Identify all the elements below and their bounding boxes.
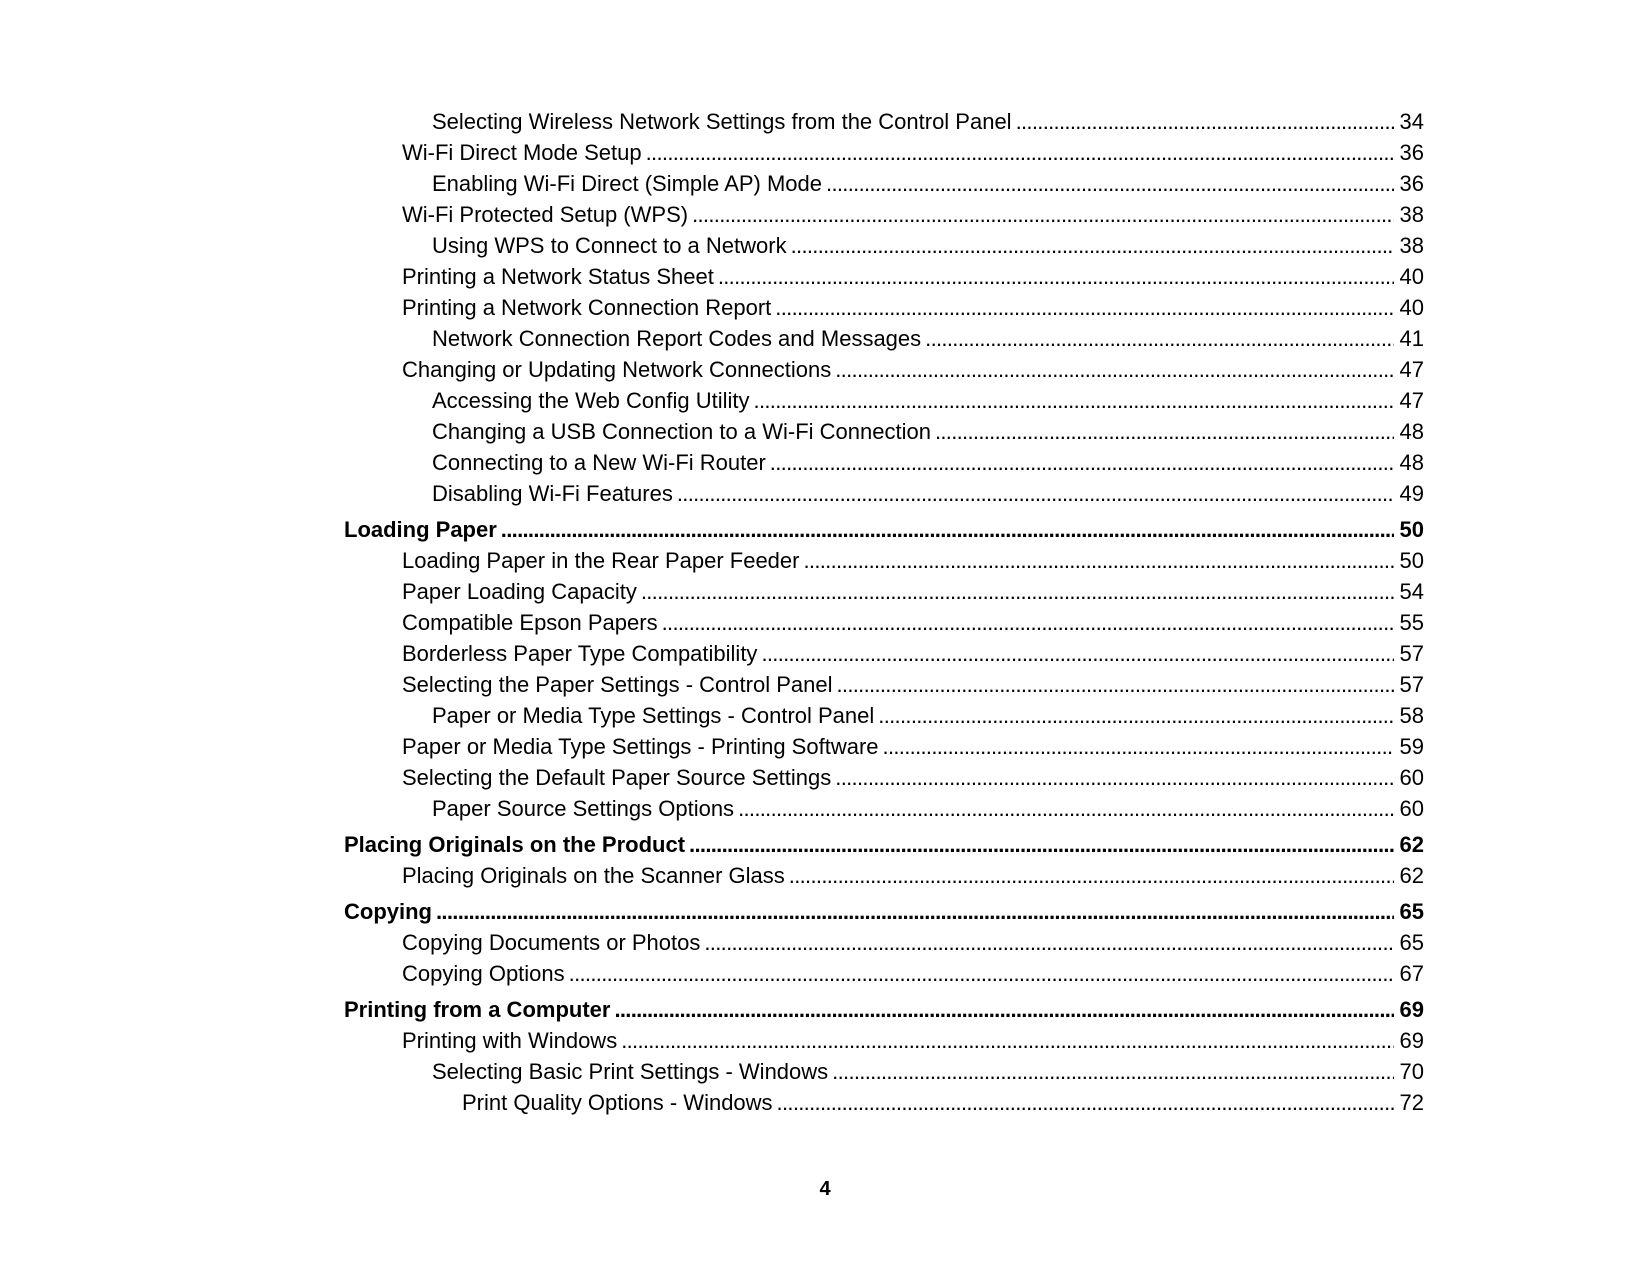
toc-entry-page: 67 <box>1399 961 1424 986</box>
dot-leader <box>770 447 1394 478</box>
toc-entry-page: 72 <box>1399 1090 1424 1115</box>
dot-leader <box>803 545 1393 576</box>
toc-entry-title: Print Quality Options - Windows <box>462 1090 773 1115</box>
toc-entry-page: 57 <box>1399 672 1424 697</box>
toc-entry[interactable] <box>344 576 1424 607</box>
toc-entry-page: 65 <box>1399 930 1424 955</box>
toc-entry-title: Placing Originals on the Scanner Glass <box>402 863 785 888</box>
dot-leader <box>835 762 1393 793</box>
toc-entry-page: 59 <box>1399 734 1424 759</box>
toc-entry[interactable] <box>344 731 1424 762</box>
toc-entry-page: 60 <box>1399 765 1424 790</box>
toc-entry-page: 40 <box>1399 264 1424 289</box>
toc-entry-page: 36 <box>1399 140 1424 165</box>
toc-chapter-entry[interactable] <box>344 896 1424 927</box>
toc-entry-title: Copying <box>344 899 432 924</box>
table-of-contents <box>344 106 1424 1118</box>
dot-leader <box>569 958 1394 989</box>
toc-entry-page: 69 <box>1399 1028 1424 1053</box>
toc-entry-page: 62 <box>1399 832 1424 857</box>
dot-leader <box>646 137 1394 168</box>
dot-leader <box>614 994 1393 1025</box>
toc-entry-page: 58 <box>1399 703 1424 728</box>
toc-entry-title: Changing or Updating Network Connections <box>402 357 832 382</box>
toc-entry-title: Printing with Windows <box>402 1028 618 1053</box>
dot-leader <box>738 793 1393 824</box>
toc-entry-title: Changing a USB Connection to a Wi-Fi Connection <box>432 419 931 444</box>
toc-entry-title: Selecting Wireless Network Settings from the Control Panel <box>432 109 1012 134</box>
toc-entry-title: Paper Source Settings Options <box>432 796 735 821</box>
toc-chapter-entry[interactable] <box>344 994 1424 1025</box>
toc-entry[interactable] <box>344 137 1424 168</box>
toc-entry-page: 55 <box>1399 610 1424 635</box>
dot-leader <box>718 261 1394 292</box>
toc-entry-title: Printing from a Computer <box>344 997 611 1022</box>
toc-entry[interactable] <box>344 607 1424 638</box>
toc-entry[interactable] <box>344 1025 1424 1056</box>
dot-leader <box>789 860 1394 891</box>
dot-leader <box>775 292 1393 323</box>
toc-entry[interactable] <box>344 860 1424 891</box>
toc-entry[interactable] <box>344 292 1424 323</box>
toc-entry-page: 36 <box>1399 171 1424 196</box>
dot-leader <box>692 199 1393 230</box>
toc-entry-page: 38 <box>1399 202 1424 227</box>
toc-entry-title: Paper Loading Capacity <box>402 579 637 604</box>
toc-chapter-entry[interactable] <box>344 829 1424 860</box>
dot-leader <box>704 927 1393 958</box>
page-number: 4 <box>819 1178 831 1200</box>
toc-entry-page: 38 <box>1399 233 1424 258</box>
toc-entry[interactable] <box>344 168 1424 199</box>
toc-entry-page: 48 <box>1399 419 1424 444</box>
dot-leader <box>621 1025 1393 1056</box>
dot-leader <box>791 230 1394 261</box>
toc-entry-page: 48 <box>1399 450 1424 475</box>
toc-entry[interactable] <box>344 700 1424 731</box>
toc-entry[interactable] <box>344 669 1424 700</box>
dot-leader <box>836 669 1393 700</box>
toc-entry-title: Copying Documents or Photos <box>402 930 701 955</box>
toc-entry[interactable] <box>344 323 1424 354</box>
toc-entry-title: Selecting the Default Paper Source Settings <box>402 765 832 790</box>
toc-entry[interactable] <box>344 199 1424 230</box>
dot-leader <box>754 385 1394 416</box>
toc-entry-page: 40 <box>1399 295 1424 320</box>
toc-entry-title: Wi-Fi Protected Setup (WPS) <box>402 202 689 227</box>
toc-entry-title: Placing Originals on the Product <box>344 832 686 857</box>
toc-entry-title: Paper or Media Type Settings - Printing Software <box>402 734 879 759</box>
dot-leader <box>677 478 1394 509</box>
toc-entry-title: Selecting the Paper Settings - Control Panel <box>402 672 833 697</box>
toc-entry-page: 41 <box>1399 326 1424 351</box>
dot-leader <box>935 416 1394 447</box>
dot-leader <box>835 354 1393 385</box>
dot-leader <box>1016 106 1394 137</box>
dot-leader <box>501 514 1394 545</box>
toc-chapter-entry[interactable] <box>344 514 1424 545</box>
toc-entry-page: 60 <box>1399 796 1424 821</box>
dot-leader <box>436 896 1394 927</box>
toc-entry-page: 57 <box>1399 641 1424 666</box>
toc-entry[interactable] <box>344 261 1424 292</box>
toc-entry-page: 65 <box>1399 899 1424 924</box>
toc-entry-title: Copying Options <box>402 961 565 986</box>
toc-entry-title: Selecting Basic Print Settings - Windows <box>432 1059 829 1084</box>
toc-entry[interactable] <box>344 793 1424 824</box>
toc-entry-page: 47 <box>1399 388 1424 413</box>
dot-leader <box>689 829 1393 860</box>
toc-entry[interactable] <box>344 478 1424 509</box>
toc-entry-page: 50 <box>1399 517 1424 542</box>
toc-entry-page: 62 <box>1399 863 1424 888</box>
toc-entry[interactable] <box>344 447 1424 478</box>
toc-entry[interactable] <box>344 385 1424 416</box>
toc-entry-title: Paper or Media Type Settings - Control Panel <box>432 703 875 728</box>
toc-entry-title: Disabling Wi-Fi Features <box>432 481 673 506</box>
toc-entry-title: Loading Paper <box>344 517 497 542</box>
toc-entry-page: 34 <box>1399 109 1424 134</box>
toc-entry-page: 54 <box>1399 579 1424 604</box>
toc-entry[interactable] <box>344 416 1424 447</box>
toc-entry[interactable] <box>344 545 1424 576</box>
dot-leader <box>878 700 1393 731</box>
dot-leader <box>826 168 1394 199</box>
dot-leader <box>662 607 1394 638</box>
toc-entry[interactable] <box>344 1056 1424 1087</box>
dot-leader <box>761 638 1393 669</box>
toc-entry[interactable] <box>344 354 1424 385</box>
toc-entry-title: Printing a Network Status Sheet <box>402 264 714 289</box>
toc-entry-page: 49 <box>1399 481 1424 506</box>
toc-entry-title: Connecting to a New Wi-Fi Router <box>432 450 766 475</box>
toc-entry-title: Using WPS to Connect to a Network <box>432 233 787 258</box>
toc-entry-title: Accessing the Web Config Utility <box>432 388 750 413</box>
toc-entry[interactable] <box>344 927 1424 958</box>
toc-entry[interactable] <box>344 106 1424 137</box>
toc-entry-title: Printing a Network Connection Report <box>402 295 772 320</box>
toc-entry-title: Network Connection Report Codes and Messages <box>432 326 922 351</box>
toc-entry-title: Enabling Wi-Fi Direct (Simple AP) Mode <box>432 171 823 196</box>
toc-entry-page: 69 <box>1399 997 1424 1022</box>
toc-entry-page: 50 <box>1399 548 1424 573</box>
toc-entry-title: Borderless Paper Type Compatibility <box>402 641 758 666</box>
toc-entry-title: Loading Paper in the Rear Paper Feeder <box>402 548 800 573</box>
toc-entry-page: 70 <box>1399 1059 1424 1084</box>
toc-entry[interactable] <box>344 958 1424 989</box>
toc-entry[interactable] <box>344 638 1424 669</box>
dot-leader <box>777 1087 1394 1118</box>
toc-entry-title: Compatible Epson Papers <box>402 610 658 635</box>
dot-leader <box>832 1056 1393 1087</box>
dot-leader <box>641 576 1394 607</box>
toc-entry[interactable] <box>344 762 1424 793</box>
toc-entry[interactable] <box>344 1087 1424 1118</box>
dot-leader <box>883 731 1394 762</box>
toc-entry[interactable] <box>344 230 1424 261</box>
dot-leader <box>925 323 1393 354</box>
toc-entry-title: Wi-Fi Direct Mode Setup <box>402 140 642 165</box>
toc-entry-page: 47 <box>1399 357 1424 382</box>
